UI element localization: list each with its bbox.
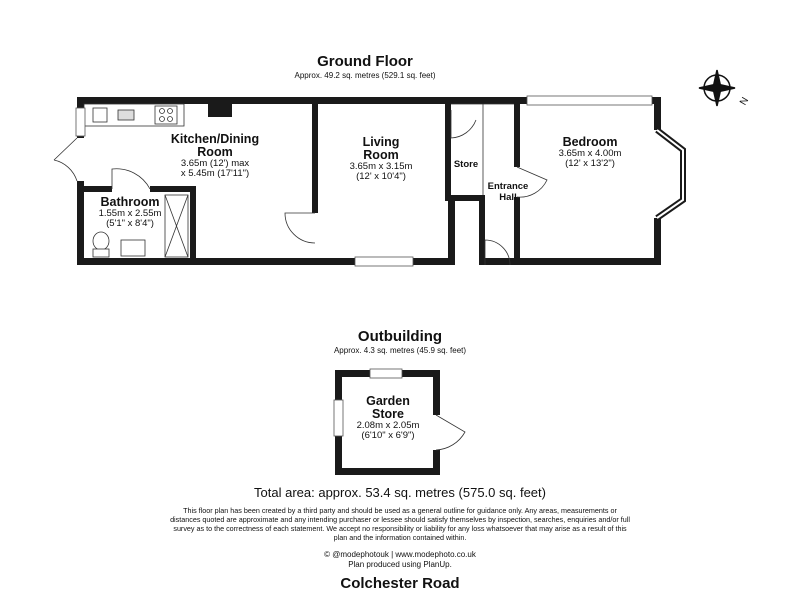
bottom-wall-right [479,258,661,265]
kitchen-window [76,108,85,136]
bedroom-name: Bedroom [562,135,618,149]
store-bottom-wall-left [448,195,455,265]
kitchen-living-wall [312,97,318,213]
entrance-name-1: Entrance [487,181,529,192]
bedroom-window [527,96,652,105]
bathroom-dim-1: 1.55m x 2.55m [98,208,162,219]
produced-by: Plan produced using PlanUp. [348,560,452,569]
garden-store-dim-1: 2.08m x 2.05m [356,420,420,431]
ground-floor-title: Ground Floor [317,53,413,70]
compass-north-label: N [738,95,752,108]
outbuilding-title: Outbuilding [357,328,443,345]
bedroom-dim-1: 3.65m x 4.00m [558,148,622,159]
compass-icon [699,70,735,106]
entrance-bedroom-wall-lower [514,197,520,265]
store-label: Store [453,159,479,170]
back-door-swing [54,138,77,181]
basin [121,240,145,256]
disclaimer-line-4: plan and the information contained within. [333,533,467,542]
credit: © @modephotouk | www.modephoto.co.uk [324,550,476,559]
bay-wall-top [654,97,661,130]
garden-store-dim-2: (6'10" x 6'9") [361,430,415,441]
kitchen-name-1: Kitchen/Dining [170,132,260,146]
bath-top-wall-right [150,186,196,192]
garden-store-window-top [370,369,402,378]
entrance-hall-label [483,181,533,203]
left-wall-lower [77,181,84,265]
bath-right-wall [190,186,196,265]
store-door-swing [451,110,476,138]
garden-store-name-1: Garden [366,394,410,408]
living-store-wall [445,97,451,201]
living-door-swing [285,213,315,243]
living-window [355,257,413,266]
bay-window [657,130,683,218]
sink [93,108,107,122]
disclaimer-line-2: distances quoted are approximate and any intending purchaser or lessee should satisfy themselves by inspection, searches, enquiries and/or full [170,515,630,524]
living-name-2: Room [363,148,399,162]
garden-store-door-swing [436,415,465,450]
living-dim-2: (12' x 10'4") [356,171,406,182]
living-dim-1: 3.65m x 3.15m [349,161,413,172]
kitchen-dim-1: 3.65m (12') max [180,158,250,169]
living-room-label [322,136,440,182]
toilet [93,232,109,250]
chimney-breast [208,104,232,117]
ground-floor-area: Approx. 49.2 sq. metres (529.1 sq. feet) [294,71,436,80]
disclaimer-line-3: survey as to the correctness of each statement. We accept no responsibility or liability for any loss whatsoever that may arise as a result of this [173,524,627,533]
bathroom-door-swing [112,169,150,189]
address: Colchester Road [340,575,460,592]
kitchen-dim-2: x 5.45m (17'11") [180,168,250,179]
store-bottom-wall [448,195,483,201]
kitchen-name-2: Room [197,145,233,159]
garden-store-name-2: Store [372,407,404,421]
cooker [155,106,177,124]
bay-wall-bottom [654,218,661,265]
disclaimer-line-1: This floor plan has been created by a third party and should be used as a general outline for guidance only. Any areas, measurements or [183,506,617,515]
entrance-bedroom-wall-upper [514,97,520,167]
total-area: Total area: approx. 53.4 sq. metres (575.0 sq. feet) [254,485,546,500]
garden-store-window-left [334,400,343,436]
kitchen-label [150,133,280,179]
outbuilding-area: Approx. 4.3 sq. metres (45.9 sq. feet) [333,346,467,355]
bathroom-label [88,196,172,229]
entrance-left-wall [479,195,485,265]
living-name-1: Living [362,135,400,149]
bath-top-wall-left [84,186,112,192]
disclaimer [120,506,680,542]
hob [118,110,134,120]
bedroom-dim-2: (12' x 13'2") [565,158,615,169]
bedroom-label [540,136,640,169]
entrance-name-2: Hall [499,192,517,203]
bathroom-dim-2: (5'1" x 8'4") [106,218,154,229]
bathroom-name: Bathroom [100,195,160,209]
garden-store-label [343,395,433,441]
